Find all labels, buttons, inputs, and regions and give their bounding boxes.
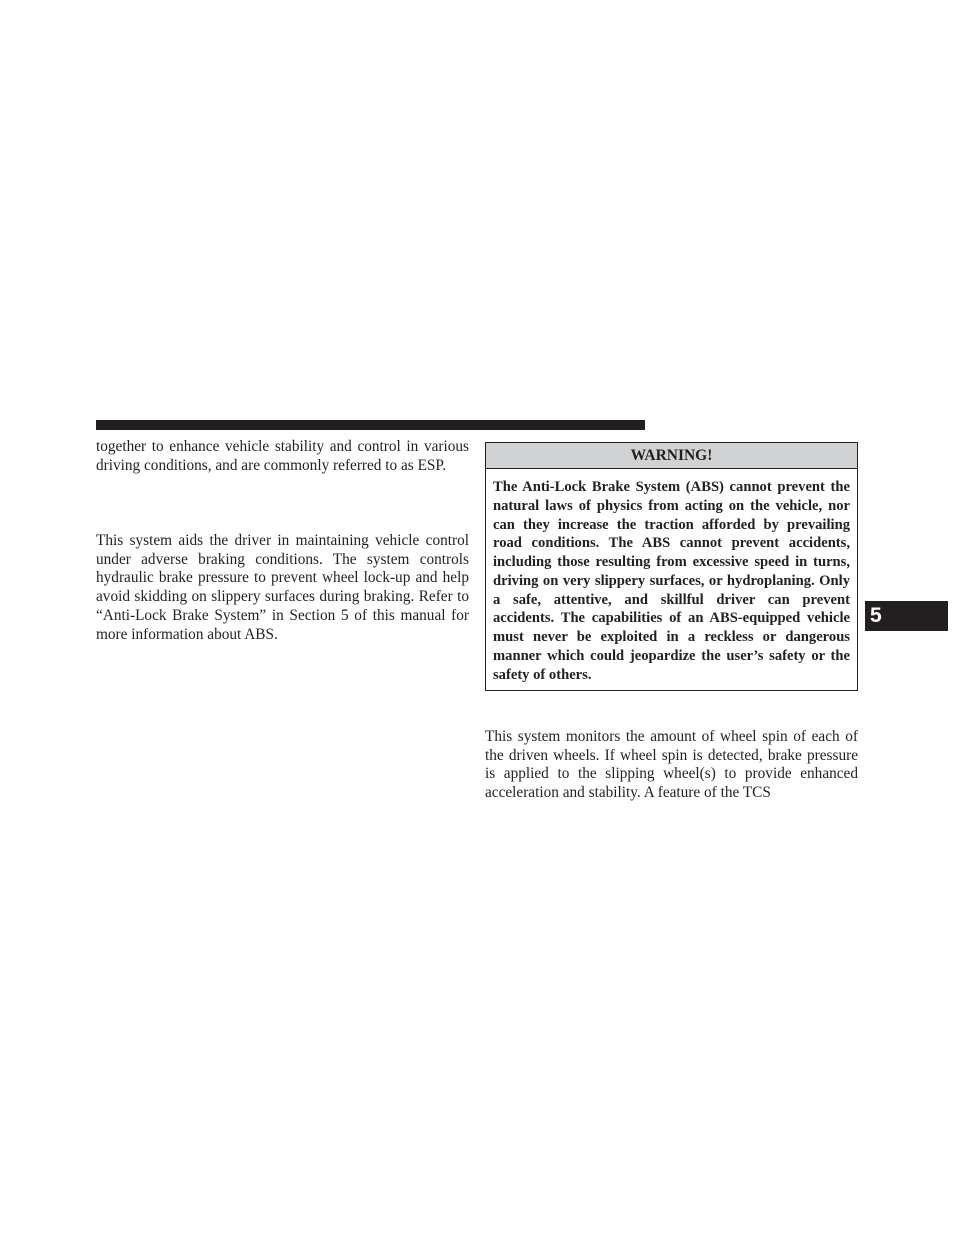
body-paragraph: together to enhance vehicle stability and control in various driving conditions, and are commonly referred to as ESP.	[96, 438, 469, 474]
abs-description-paragraph: This system aids the driver in maintaining vehicle control under adverse braking conditions. The system controls hydraulic brake pressure to prevent wheel lock-up and help avoid skidding on slippery surfaces during braking. Refer to “Anti-Lock Brake System” in Section 5 of this manual for more information about ABS.	[96, 532, 469, 643]
warning-text: The Anti-Lock Brake System (ABS) cannot prevent the natural laws of physics from acting on the vehicle, nor can they increase the traction afforded by prevailing road conditions. The ABS cannot prevent accidents, including those resulting from excessive speed in turns, driving on very slippery surfaces, or hydroplaning. Only a safe, attentive, and skillful driver can prevent accidents. The capabilities of an ABS-equipped vehicle must never be exploited in a reckless or dangerous manner which could jeopardize the user’s safety or the safety of others.	[493, 479, 850, 683]
tcs-description-paragraph: This system monitors the amount of wheel spin of each of the driven wheels. If wheel spin is detected, brake pressure is applied to the slipping wheel(s) to provide enhanced acceleration and stability. A feature of the TCS	[485, 728, 858, 802]
warning-title: WARNING!	[486, 443, 857, 469]
warning-box	[485, 442, 858, 691]
section-tab: 5	[865, 601, 948, 631]
header-rule	[96, 420, 645, 430]
